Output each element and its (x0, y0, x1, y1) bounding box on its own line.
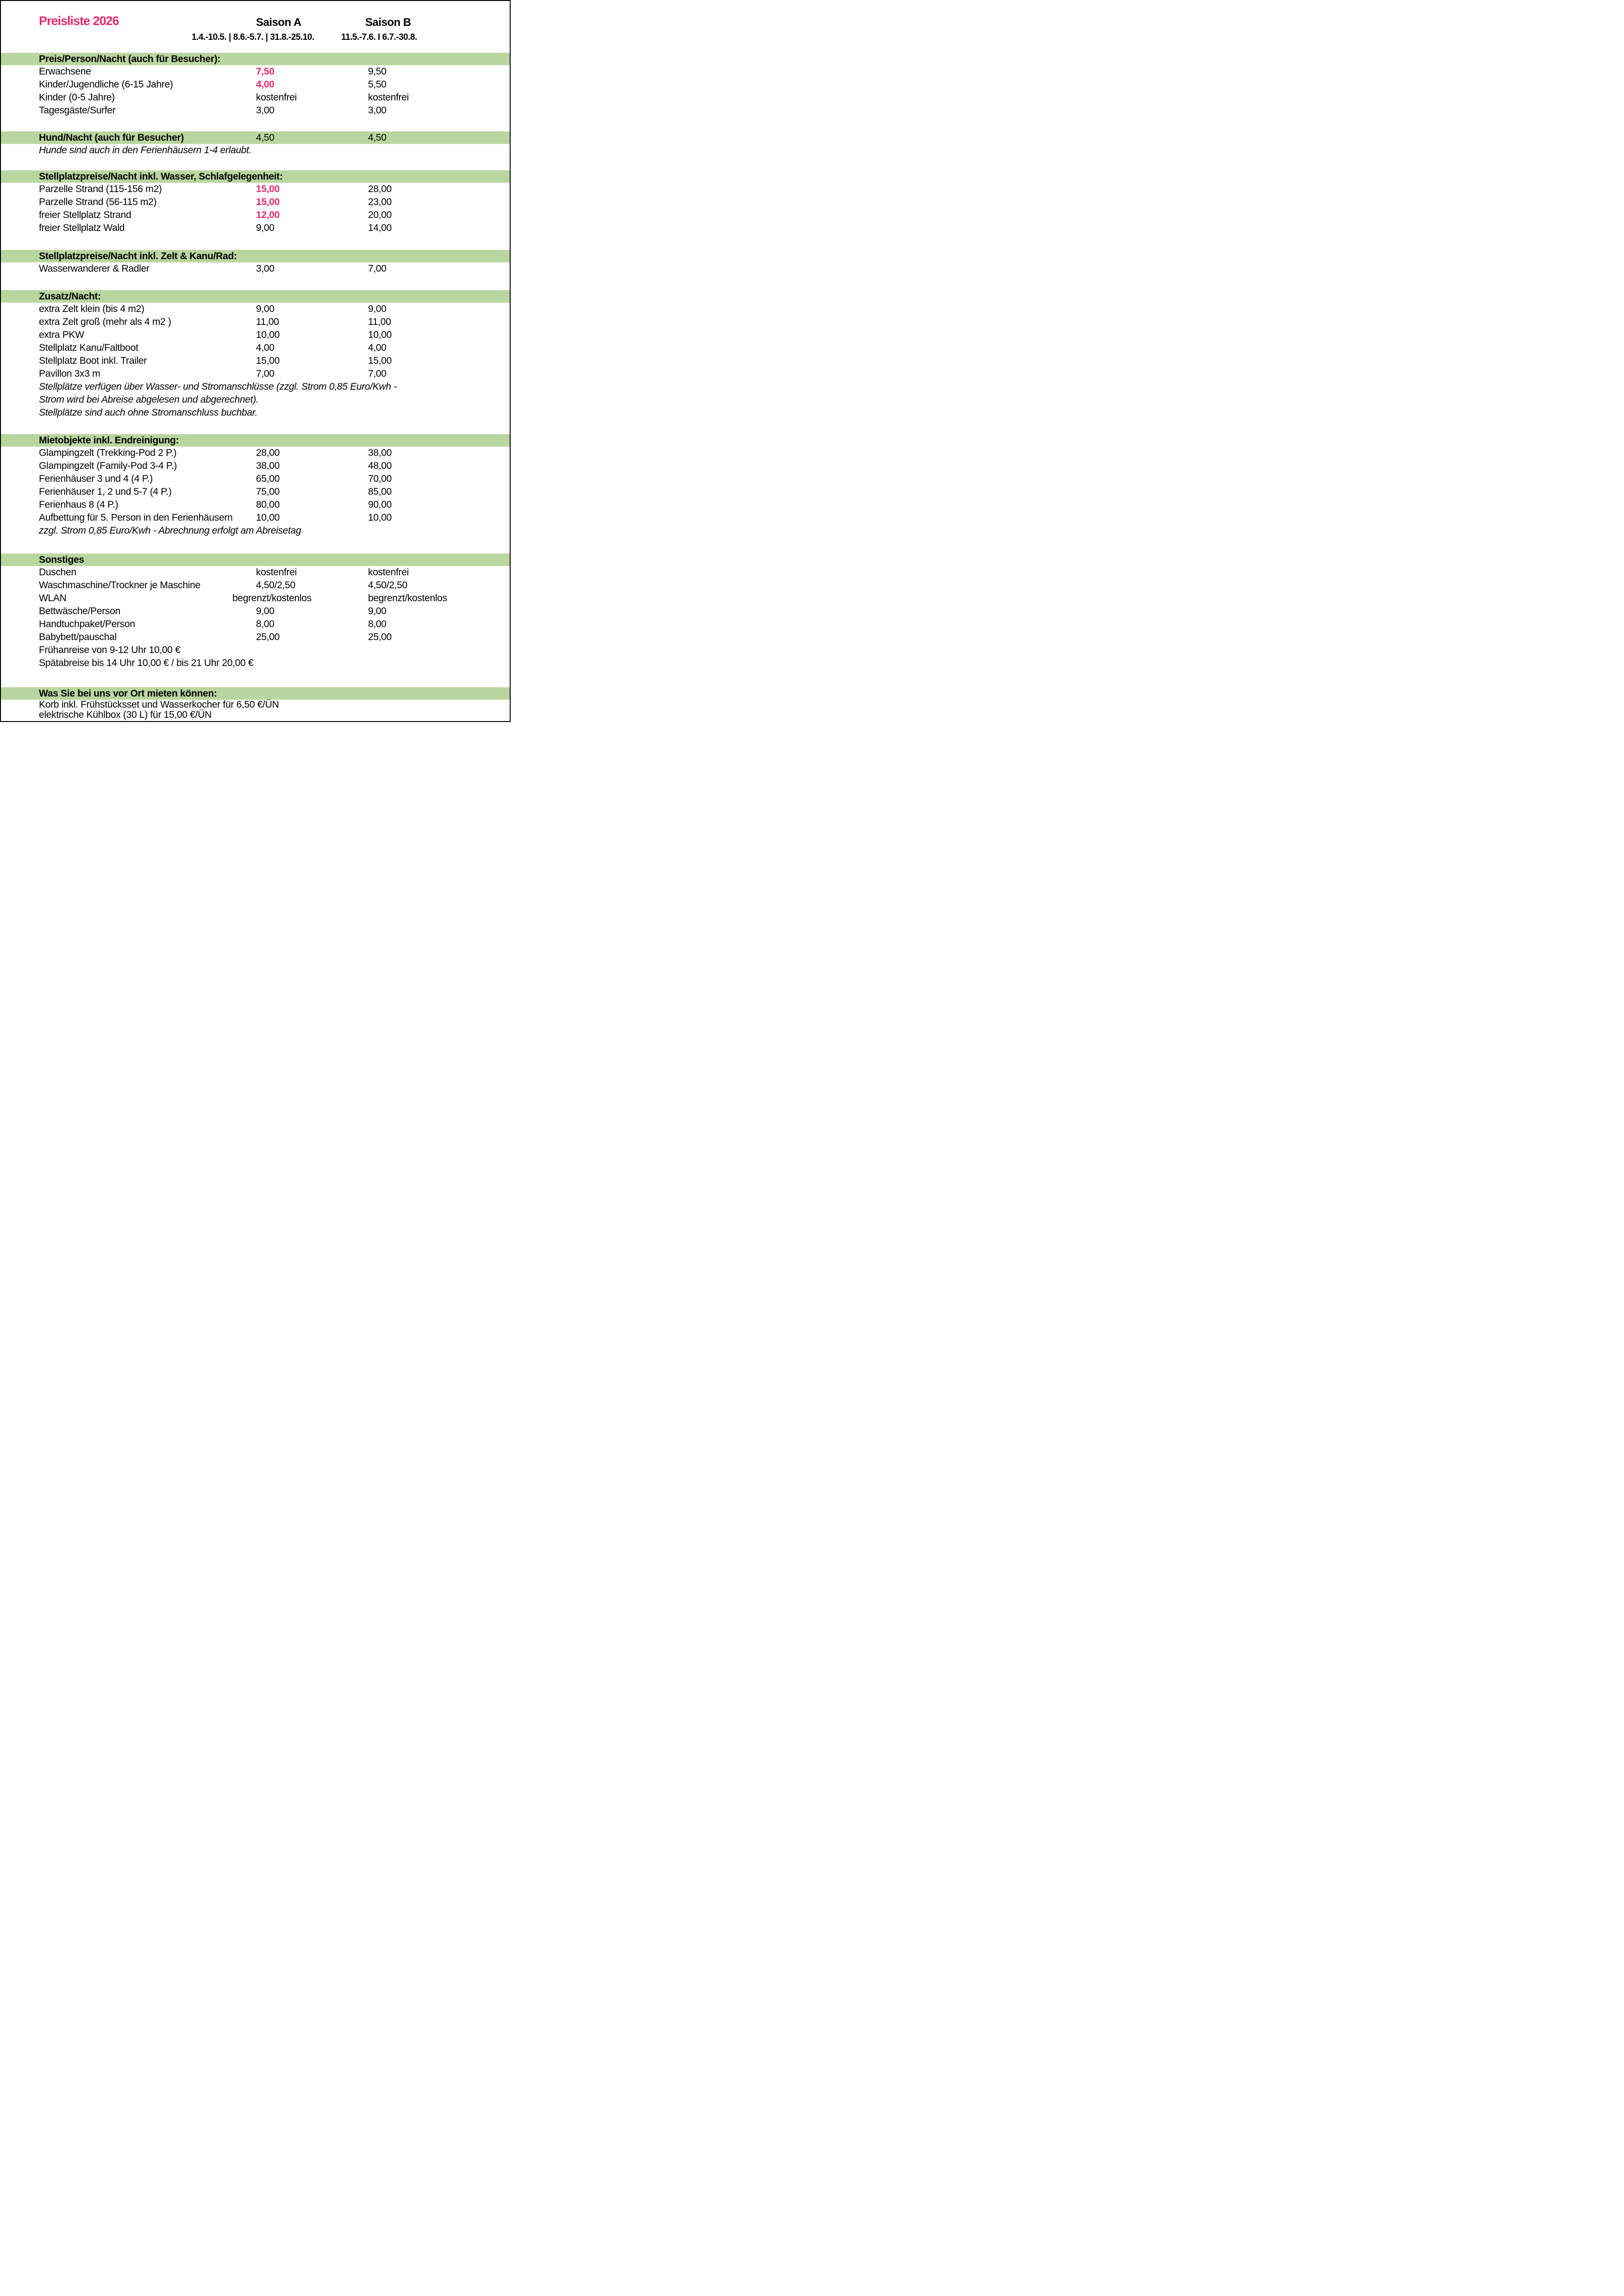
season-b-price: 7,00 (368, 263, 387, 274)
section-header-band (0, 290, 511, 303)
note-row: Strom wird bei Abreise abgelesen und abgerechnet). (39, 394, 259, 405)
section-title: Stellplatzpreise/Nacht inkl. Wasser, Schlafgelegenheit: (39, 171, 283, 182)
season-a-price: 65,00 (256, 473, 280, 484)
season-a-price: 9,00 (256, 304, 275, 314)
season-a-price: 12,00 (256, 210, 280, 220)
season-a-price: 4,50/2,50 (256, 580, 295, 591)
section-header-band (0, 434, 511, 447)
season-a-price: 8,00 (256, 619, 275, 629)
section-header-band (0, 687, 511, 700)
price-row (1, 183, 510, 196)
season-a-price: 4,00 (256, 79, 275, 90)
season-b-price: 11,00 (368, 317, 391, 327)
price-row (1, 485, 510, 498)
season-b-price: 38,00 (368, 448, 392, 458)
season-b-price: 85,00 (368, 486, 392, 497)
price-item-label: freier Stellplatz Wald (39, 223, 125, 233)
note-row: zzgl. Strom 0,85 Euro/Kwh - Abrechnung erfolgt am Abreisetag (39, 525, 301, 536)
price-row (1, 566, 510, 579)
season-a-price: 10,00 (256, 330, 280, 340)
season-b-price: 70,00 (368, 473, 392, 484)
note-row: Stellplätze sind auch ohne Stromanschluss buchbar. (39, 407, 258, 418)
season-b-price: 4,00 (368, 342, 387, 353)
section-header-band (0, 170, 511, 183)
season-a-price: 10,00 (256, 512, 280, 523)
price-row (1, 579, 510, 592)
season-a-price: kostenfrei (256, 567, 297, 578)
section-header-band (0, 554, 511, 566)
season-a-price: 11,00 (256, 317, 279, 327)
section-title: Zusatz/Nacht: (39, 291, 101, 302)
section-title: Sonstiges (39, 554, 84, 565)
price-item-label: Wasserwanderer & Radler (39, 263, 150, 274)
price-item-label: Handtuchpaket/Person (39, 619, 135, 629)
season-b-price: kostenfrei (368, 92, 409, 103)
season-a-price: 9,00 (256, 223, 275, 233)
price-item-label: Erwachsene (39, 66, 91, 77)
price-item-label: Stellplatz Boot inkl. Trailer (39, 355, 147, 366)
season-b-price: 4,50/2,50 (368, 580, 407, 591)
season-a-price: 80,00 (256, 499, 280, 510)
price-item-label: Glampingzelt (Trekking-Pod 2 P.) (39, 448, 177, 458)
full-width-row: Spätabreise bis 14 Uhr 10,00 € / bis 21 Uhr 20,00 € (39, 658, 254, 668)
price-item-label: WLAN (39, 593, 67, 604)
price-section (1, 53, 510, 117)
season-b-price: 10,00 (368, 512, 392, 523)
season-a-price: 15,00 (256, 355, 280, 366)
full-width-row: elektrische Kühlbox (30 L) für 15,00 €/ÜN (39, 709, 212, 720)
price-section (1, 434, 510, 537)
section-header-band (0, 250, 511, 262)
price-item-label: extra PKW (39, 330, 84, 340)
price-item-label: Ferienhäuser 3 und 4 (4 P.) (39, 473, 153, 484)
season-b-price: 90,00 (368, 499, 392, 510)
season-b-price: 5,50 (368, 79, 387, 90)
price-row (1, 473, 510, 485)
season-a-price: 3,00 (256, 105, 275, 116)
price-item-label: Duschen (39, 567, 76, 578)
price-item-label: Ferienhäuser 1, 2 und 5-7 (4 P.) (39, 486, 172, 497)
price-list-page (0, 0, 511, 722)
price-row (1, 498, 510, 511)
price-row (1, 209, 510, 222)
section-title: Mietobjekte inkl. Endreinigung: (39, 435, 179, 446)
price-item-label: extra Zelt groß (mehr als 4 m2 ) (39, 317, 171, 327)
price-section (1, 170, 510, 235)
price-row (1, 65, 510, 78)
price-section (1, 554, 510, 670)
season-b-price: 9,00 (368, 304, 387, 314)
price-item-label: Parzelle Strand (115-156 m2) (39, 184, 162, 194)
price-item-label: Waschmaschine/Trockner je Maschine (39, 580, 200, 591)
season-a-price: 28,00 (256, 448, 280, 458)
price-section (1, 290, 510, 419)
season-a-price: 9,00 (256, 606, 275, 616)
section-title: Hund/Nacht (auch für Besucher) (39, 132, 184, 143)
band-season-a-value: 4,50 (256, 132, 275, 143)
price-item-label: freier Stellplatz Strand (39, 210, 131, 220)
season-b-price: begrenzt/kostenlos (368, 593, 447, 604)
price-item-label: extra Zelt klein (bis 4 m2) (39, 304, 144, 314)
price-row (1, 592, 510, 605)
price-item-label: Tagesgäste/Surfer (39, 105, 116, 116)
season-a-price: 15,00 (256, 184, 280, 194)
season-b-price: 3,00 (368, 105, 387, 116)
price-item-label: Babybett/pauschal (39, 632, 117, 642)
season-b-price: 7,00 (368, 368, 387, 379)
section-title: Preis/Person/Nacht (auch für Besucher): (39, 53, 221, 64)
price-row (1, 196, 510, 209)
season-a-price: begrenzt/kostenlos (232, 593, 312, 604)
price-item-label: Stellplatz Kanu/Faltboot (39, 342, 138, 353)
band-season-b-value: 4,50 (368, 132, 387, 143)
season-b-price: 25,00 (368, 632, 392, 642)
price-item-label: Kinder/Jugendliche (6-15 Jahre) (39, 79, 173, 90)
season-a-price: 7,00 (256, 368, 275, 379)
price-row (1, 262, 510, 275)
price-item-label: Parzelle Strand (56-115 m2) (39, 197, 157, 207)
season-b-price: 8,00 (368, 619, 387, 629)
note-row: Stellplätze verfügen über Wasser- und Stromanschlüsse (zzgl. Strom 0,85 Euro/Kwh - (39, 381, 397, 392)
price-row (1, 104, 510, 117)
season-b-price: 20,00 (368, 210, 392, 220)
price-row (1, 631, 510, 644)
price-row (1, 367, 510, 380)
season-a-price: 7,50 (256, 66, 275, 77)
season-a-price: 75,00 (256, 486, 280, 497)
full-width-row: Korb inkl. Frühstücksset und Wasserkocher für 6,50 €/ÜN (39, 699, 279, 710)
season-b-price: 48,00 (368, 460, 392, 471)
season-b-price: 10,00 (368, 330, 392, 340)
season-b-price: kostenfrei (368, 567, 409, 578)
price-item-label: Ferienhaus 8 (4 P.) (39, 499, 119, 510)
season-b-price: 9,00 (368, 606, 387, 616)
price-item-label: Pavillon 3x3 m (39, 368, 100, 379)
price-item-label: Bettwäsche/Person (39, 606, 120, 616)
full-width-row: Frühanreise von 9-12 Uhr 10,00 € (39, 645, 181, 655)
price-row (1, 355, 510, 367)
season-b-price: 28,00 (368, 184, 392, 194)
season-a-price: 25,00 (256, 632, 280, 642)
price-row (1, 91, 510, 104)
price-sections (1, 53, 510, 720)
price-row (1, 329, 510, 342)
price-section (1, 687, 510, 720)
note-row: Hunde sind auch in den Ferienhäusern 1-4 erlaubt. (39, 145, 252, 156)
season-a-price: 38,00 (256, 460, 280, 471)
season-a-header: Saison A (256, 16, 301, 29)
section-title: Stellplatzpreise/Nacht inkl. Zelt & Kanu/Rad: (39, 250, 237, 261)
price-row (1, 303, 510, 316)
price-row (1, 460, 510, 473)
season-a-price: 15,00 (256, 197, 280, 207)
price-item-label: Aufbettung für 5. Person in den Ferienhäusern (39, 512, 233, 523)
section-header-band (0, 53, 511, 65)
price-row (1, 316, 510, 329)
price-row (1, 511, 510, 524)
section-header-band (0, 131, 511, 144)
season-b-price: 9,50 (368, 66, 387, 77)
price-item-label: Glampingzelt (Family-Pod 3-4 P.) (39, 460, 177, 471)
season-b-price: 14,00 (368, 223, 392, 233)
price-row (1, 342, 510, 355)
page-title: Preisliste 2026 (39, 14, 119, 28)
season-a-dates: 1.4.-10.5. | 8.6.-5.7. | 31.8.-25.10. (192, 32, 314, 42)
season-b-price: 15,00 (368, 355, 392, 366)
price-section (1, 131, 510, 157)
price-row (1, 447, 510, 460)
season-b-header: Saison B (365, 16, 411, 29)
section-title: Was Sie bei uns vor Ort mieten können: (39, 688, 217, 699)
price-section (1, 250, 510, 275)
price-row (1, 618, 510, 631)
season-b-price: 23,00 (368, 197, 392, 207)
season-b-dates: 11.5.-7.6. I 6.7.-30.8. (341, 32, 417, 42)
price-row (1, 78, 510, 91)
season-a-price: 3,00 (256, 263, 275, 274)
page-header (1, 1, 510, 53)
season-a-price: 4,00 (256, 342, 275, 353)
season-a-price: kostenfrei (256, 92, 297, 103)
price-row (1, 222, 510, 235)
price-row (1, 605, 510, 618)
price-item-label: Kinder (0-5 Jahre) (39, 92, 115, 103)
